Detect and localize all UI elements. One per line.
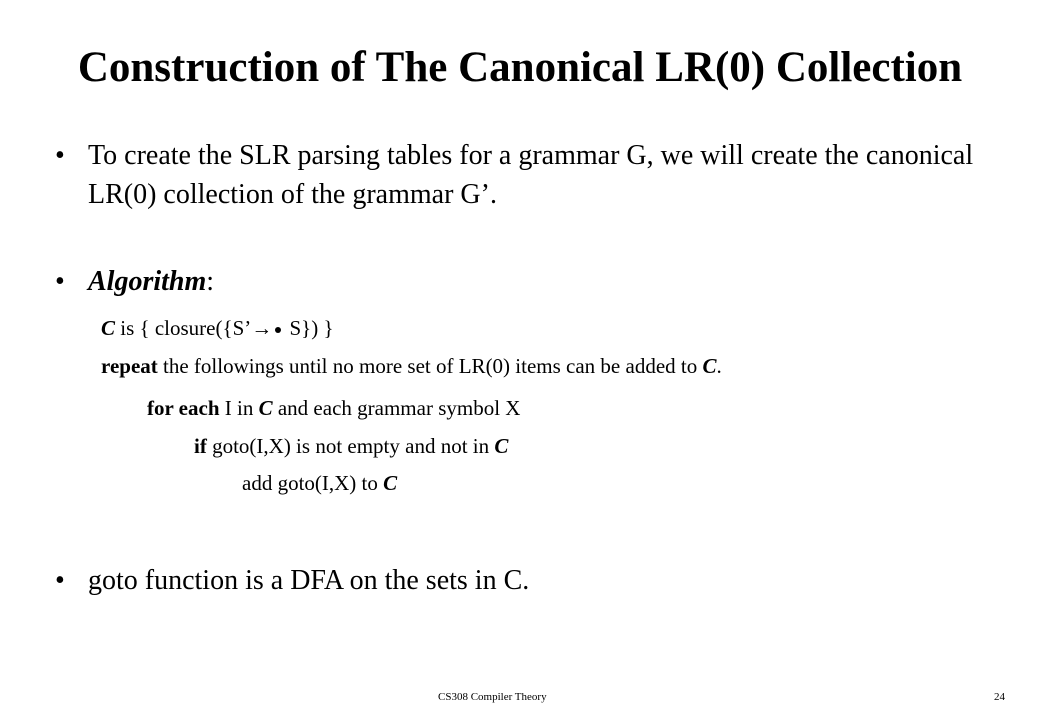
algorithm-line-add (242, 469, 397, 497)
algorithm-label: Algorithm (88, 266, 207, 297)
bullet-marker: • (55, 140, 65, 171)
line-end-period: . (716, 354, 722, 378)
if-keyword: if (194, 434, 207, 458)
repeat-text: the followings until no more set of LR(0) items can be added to (157, 354, 703, 378)
algorithm-line-init (101, 314, 334, 342)
algorithm-heading (88, 262, 988, 301)
bullet-text: To create the SLR parsing tables for a grammar G, we will create the canonical LR(0) collection of the grammar G’. (88, 140, 974, 210)
set-c-var: C (258, 396, 273, 420)
for-each-keyword: for each (147, 396, 220, 420)
if-text: goto(I,X) is not empty and not in (206, 434, 495, 458)
repeat-keyword: repeat (101, 354, 158, 378)
closure-text: is { closure({S’ (115, 316, 252, 340)
slide-title: Construction of The Canonical LR(0) Collection (77, 44, 963, 91)
bullet-text: goto function is a DFA on the sets in C. (88, 565, 530, 596)
bullet-marker: • (55, 266, 65, 297)
for-each-text-end: and each grammar symbol X (272, 396, 521, 420)
arrow-icon: → (251, 316, 273, 340)
set-c-var: C (101, 316, 116, 340)
algorithm-line-repeat (101, 352, 722, 380)
for-each-text: I in (219, 396, 259, 420)
footer-course-name: CS308 Compiler Theory (438, 691, 547, 703)
algorithm-line-if (194, 432, 508, 460)
set-c-var: C (494, 434, 509, 458)
footer-page-number: 24 (994, 691, 1005, 703)
set-c-var: C (702, 354, 717, 378)
algorithm-line-for-each (147, 394, 520, 422)
closure-text-end: S}) } (284, 316, 334, 340)
add-text: add goto(I,X) to (242, 471, 384, 495)
item-dot-icon (275, 327, 281, 333)
algorithm-colon: : (206, 266, 215, 297)
bullet-marker: • (55, 565, 65, 596)
set-c-var: C (383, 471, 398, 495)
